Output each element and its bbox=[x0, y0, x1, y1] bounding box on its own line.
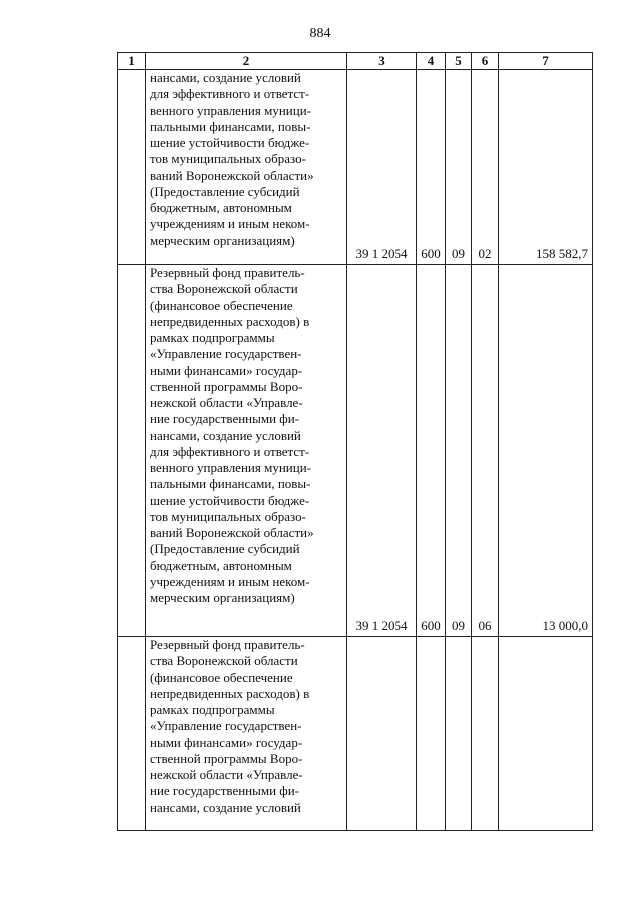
description-line: (финансовое обеспечение bbox=[150, 669, 293, 685]
code-cell: 39 1 2054 bbox=[347, 70, 417, 265]
description-line: пальными финансами, повы- bbox=[150, 476, 311, 492]
description-line: ственной программы Воро- bbox=[150, 378, 303, 394]
description-line: бюджетным, автономным bbox=[150, 557, 292, 573]
row-number-cell bbox=[118, 70, 146, 265]
table-row bbox=[118, 637, 593, 831]
description-line: Резервный фонд правитель- bbox=[150, 637, 305, 652]
description-line: ние государственными фи- bbox=[150, 411, 300, 427]
description-line: нансами, создание условий bbox=[150, 799, 301, 815]
subsection-cell: 06 bbox=[472, 265, 499, 637]
header-col-3: 3 bbox=[347, 53, 417, 70]
description-line: Резервный фонд правитель- bbox=[150, 265, 305, 280]
header-col-4: 4 bbox=[417, 53, 446, 70]
description-line: ными финансами» государ- bbox=[150, 734, 303, 750]
header-col-6: 6 bbox=[472, 53, 499, 70]
amount-cell: 13 000,0 bbox=[499, 265, 593, 637]
subsection-cell: 02 bbox=[472, 70, 499, 265]
amount-cell bbox=[499, 637, 593, 831]
description-line: ственной программы Воро- bbox=[150, 750, 303, 766]
description-line: ства Воронежской области bbox=[150, 281, 298, 297]
description-line: (финансовое обеспечение bbox=[150, 297, 293, 313]
description-line: нансами, создание условий bbox=[150, 70, 301, 85]
expense-type-cell bbox=[417, 637, 446, 831]
description-cell bbox=[146, 637, 347, 831]
row-number-cell bbox=[118, 265, 146, 637]
description-line: рамках подпрограммы bbox=[150, 330, 275, 345]
description-line: нансами, создание условий bbox=[150, 427, 301, 443]
header-col-2: 2 bbox=[146, 53, 347, 70]
expense-type-cell: 600 bbox=[417, 70, 446, 265]
table-row bbox=[118, 70, 593, 265]
description-line: венного управления муници- bbox=[150, 460, 311, 475]
header-row bbox=[118, 53, 593, 70]
description-line: учреждениям и иным неком- bbox=[150, 216, 310, 232]
description-line: шение устойчивости бюдже- bbox=[150, 492, 310, 508]
header-col-7: 7 bbox=[499, 53, 593, 70]
section-cell: 09 bbox=[446, 70, 472, 265]
section-cell bbox=[446, 637, 472, 831]
code-cell: 39 1 2054 bbox=[347, 265, 417, 637]
section-cell: 09 bbox=[446, 265, 472, 637]
description-line: учреждениям и иным неком- bbox=[150, 573, 310, 589]
expense-type-cell: 600 bbox=[417, 265, 446, 637]
header-col-1: 1 bbox=[118, 53, 146, 70]
header-col-5: 5 bbox=[446, 53, 472, 70]
description-line: (Предоставление субсидий bbox=[150, 183, 300, 199]
page-number: 884 bbox=[309, 26, 331, 41]
budget-table bbox=[117, 52, 593, 831]
description-cell bbox=[146, 265, 347, 637]
amount-cell: 158 582,7 bbox=[499, 70, 593, 265]
description-line: пальными финансами, повы- bbox=[150, 118, 311, 134]
subsection-cell bbox=[472, 637, 499, 831]
description-line: тов муниципальных образо- bbox=[150, 151, 306, 167]
description-line: ства Воронежской области bbox=[150, 653, 298, 669]
description-line: (Предоставление субсидий bbox=[150, 541, 300, 557]
description-line: для эффективного и ответст- bbox=[150, 443, 310, 459]
code-cell bbox=[347, 637, 417, 831]
description-line: непредвиденных расходов) в bbox=[150, 313, 310, 329]
description-line: «Управление государствен- bbox=[150, 346, 302, 362]
description-line: ваний Воронежской области» bbox=[150, 167, 314, 183]
description-line: ние государственными фи- bbox=[150, 783, 300, 799]
description-line: непредвиденных расходов) в bbox=[150, 685, 310, 701]
description-line: ваний Воронежской области» bbox=[150, 525, 314, 540]
description-line: для эффективного и ответст- bbox=[150, 86, 310, 102]
description-line: ными финансами» государ- bbox=[150, 362, 303, 378]
description-cell bbox=[146, 70, 347, 265]
row-number-cell bbox=[118, 637, 146, 831]
description-line: венного управления муници- bbox=[150, 102, 311, 118]
table-row bbox=[118, 265, 593, 637]
description-line: шение устойчивости бюдже- bbox=[150, 135, 310, 150]
description-line: «Управление государствен- bbox=[150, 718, 302, 734]
description-line: бюджетным, автономным bbox=[150, 200, 292, 215]
description-line: нежской области «Управле- bbox=[150, 395, 303, 410]
description-line: рамках подпрограммы bbox=[150, 702, 275, 717]
description-line: нежской области «Управле- bbox=[150, 767, 303, 782]
description-line: мерческим организациям) bbox=[150, 590, 295, 605]
description-line: мерческим организациям) bbox=[150, 232, 295, 248]
description-line: тов муниципальных образо- bbox=[150, 508, 306, 524]
